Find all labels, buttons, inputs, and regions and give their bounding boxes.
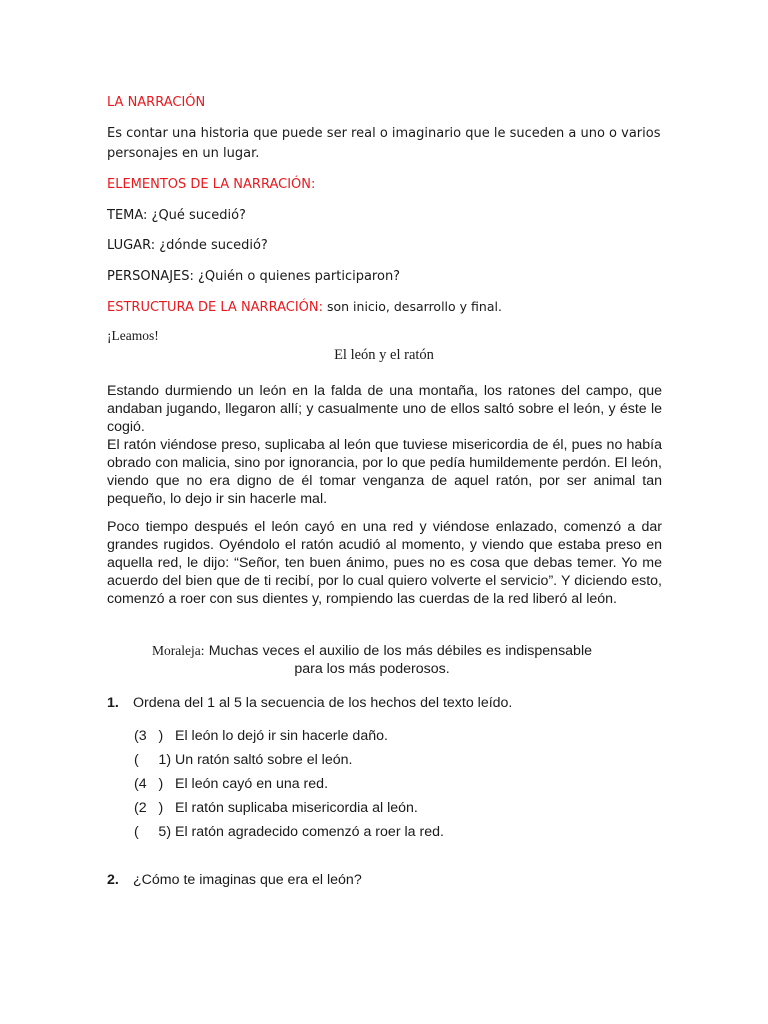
question-1-text: Ordena del 1 al 5 la secuencia de los hechos del texto leído. (133, 695, 513, 711)
story-paragraph-1 (107, 382, 662, 508)
moral-label: Moraleja: (152, 643, 205, 658)
sequence-item-3: (4 ) El león cayó en una red. (134, 776, 329, 792)
structure-line (107, 297, 502, 318)
story-paragraph-1b: El ratón viéndose preso, suplicaba al león que tuviese misericordia de él, pues no había obrado con malicia, sino por ignorancia, por lo que pedía humildemente perdón. El león, viendo que no era digno de él tomar venganza de aquel ratón, por ser animal tan pequeño, lo dejo ir sin hacerle mal. (107, 437, 662, 507)
element-tema: TEMA: ¿Qué sucedió? (107, 208, 246, 223)
structure-label: ESTRUCTURA DE LA NARRACIÓN: (107, 300, 324, 315)
sequence-item-4: (2 ) El ratón suplicaba misericordia al león. (134, 800, 418, 816)
reading-prompt: ¡Leamos! (107, 328, 159, 343)
definition-line-2: personajes en un lugar. (107, 146, 260, 161)
sequence-item-5: ( 5) El ratón agradecido comenzó a roer la red. (134, 824, 444, 840)
question-2-number: 2. (107, 872, 119, 888)
story-paragraph-1a: Estando durmiendo un león en la falda de una montaña, los ratones del campo, que andaban jugando, llegaron allí; y casualmente uno de ellos saltó sobre el león, y éste le cogió. (107, 383, 662, 435)
question-1 (107, 695, 512, 711)
story-title: El león y el ratón (334, 347, 434, 363)
question-2-text: ¿Cómo te imaginas que era el león? (133, 872, 362, 888)
elements-heading: ELEMENTOS DE LA NARRACIÓN: (107, 177, 316, 192)
sequence-item-2: ( 1) Un ratón saltó sobre el león. (134, 752, 353, 768)
question-1-number: 1. (107, 695, 119, 711)
element-lugar: LUGAR: ¿dónde sucedió? (107, 238, 268, 253)
moral (152, 642, 592, 678)
story-paragraph-2: Poco tiempo después el león cayó en una red y viéndose enlazado, comenzó a dar grandes rugidos. Oyéndolo el ratón acudió al momento, y viendo que estaba preso en aquella red, le dijo: “Señor, ten buen ánimo, pues no es cosa que debas temer. Yo me acuerdo del bien que de ti recibí, por lo cual quiero volverte el servicio”. Y diciendo esto, comenzó a roer con sus dientes y, rompiendo las cuerdas de la red liberó al león. (107, 519, 662, 607)
question-2 (107, 872, 362, 888)
definition-line-1: Es contar una historia que puede ser real o imaginario que le suceden a uno o varios (107, 126, 661, 141)
page-title: LA NARRACIÓN (107, 95, 206, 110)
sequence-item-1: (3 ) El león lo dejó ir sin hacerle daño. (134, 728, 388, 744)
structure-text: son inicio, desarrollo y final. (323, 299, 502, 314)
element-personajes: PERSONAJES: ¿Quién o quienes participaron? (107, 269, 401, 284)
moral-text: Muchas veces el auxilio de los más débiles es indispensable para los más poderosos. (204, 643, 592, 677)
